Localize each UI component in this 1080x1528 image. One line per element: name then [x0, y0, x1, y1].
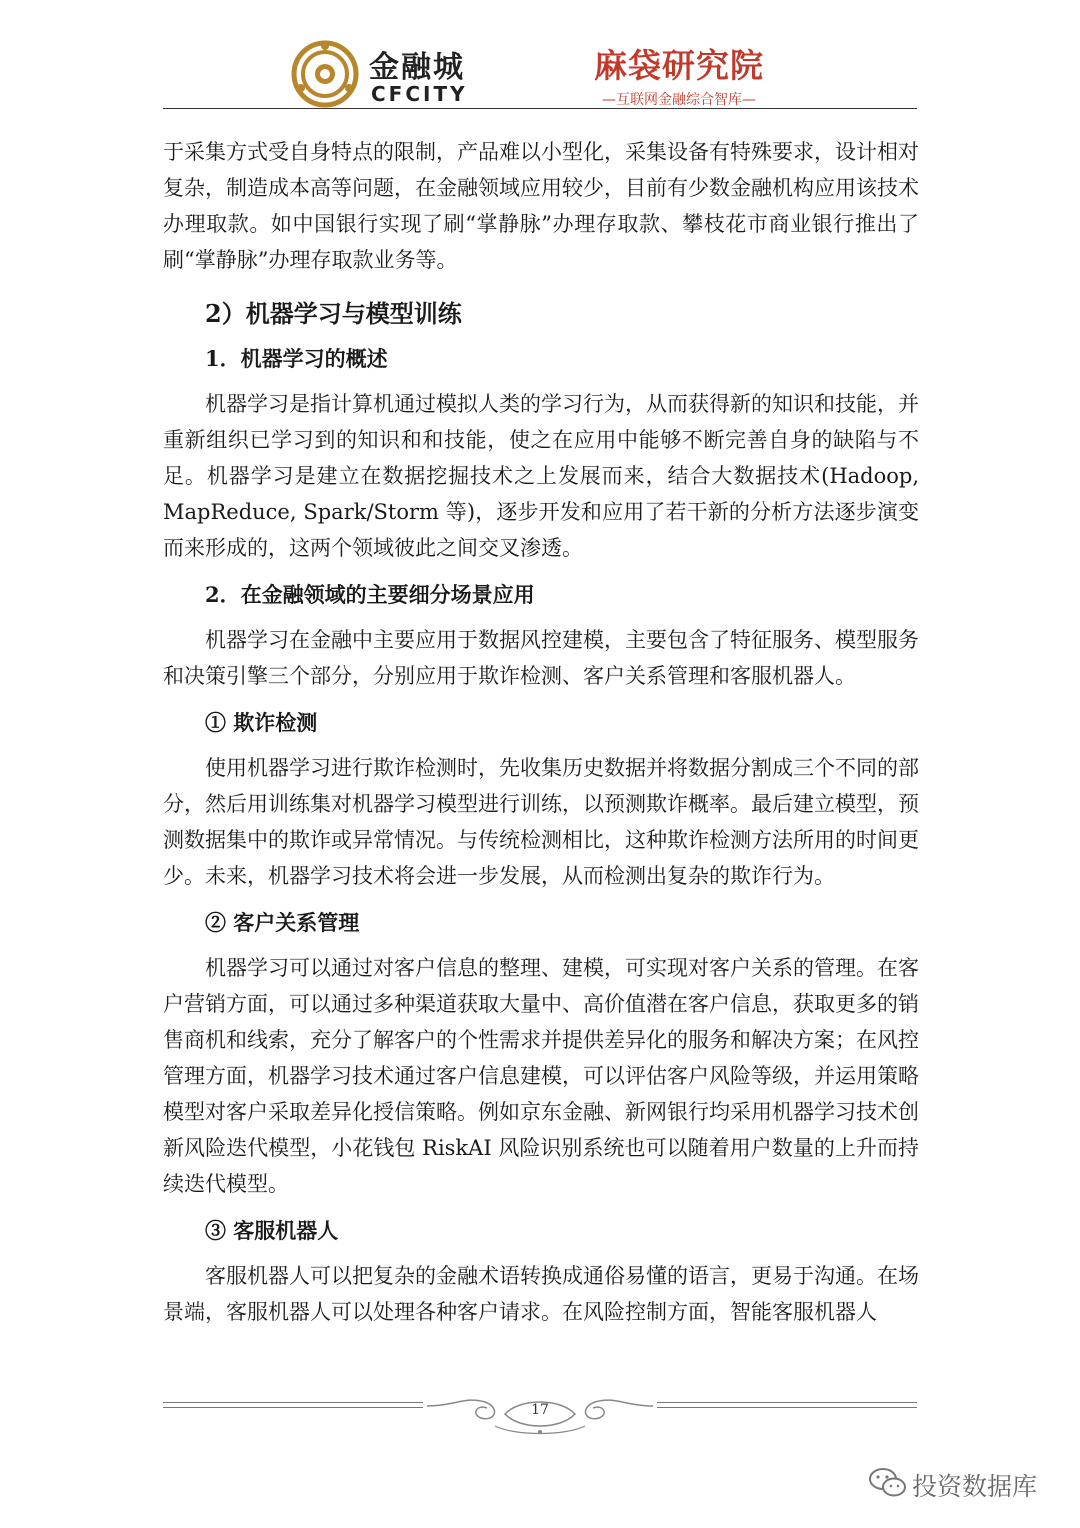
paragraph: 机器学习可以通过对客户信息的整理、建模，可实现对客户关系的管理。在客户营销方面，可以通过多种渠道获取大量中、高价值潜在客户信息，获取更多的销售商机和线索，充分了解客户的个性需求并提供差异化的服务和解决方案；在风控管理方面，机器学习技术通过客户信息建模，可以评估客户风险等级，并运用策略模型对客户采取差异化授信策略。例如京东金融、新网银行均采用机器学习技术创新风险迭代模型，小花钱包 RiskAI 风险识别系统也可以随着用户数量的上升而持续迭代模型。 — [163, 956, 919, 1196]
subsection-heading: 1．机器学习的概述 — [205, 346, 388, 371]
watermark-text: 投资数据库 — [912, 1472, 1038, 1501]
cfcity-seal-icon — [291, 40, 359, 108]
page-footer — [163, 1392, 917, 1442]
wechat-icon — [868, 1465, 908, 1501]
page-header — [163, 36, 917, 112]
logo-cn-text: 金融城 — [369, 50, 465, 85]
madai-institute-logo — [579, 40, 779, 110]
cfcity-logo — [291, 40, 491, 110]
subsection-heading: 2．在金融领域的主要细分场景应用 — [205, 582, 535, 607]
institute-name: 麻袋研究院 — [594, 46, 764, 85]
item-heading: ③ 客服机器人 — [205, 1218, 339, 1243]
paragraph: 于采集方式受自身特点的限制，产品难以小型化，采集设备有特殊要求，设计相对复杂，制造成本高等问题，在金融领域应用较少，目前有少数金融机构应用该技术办理取款。如中国银行实现了刷“掌静脉”办理存取款、攀枝花市商业银行推出了刷“掌静脉”办理存取款业务等。 — [163, 140, 919, 272]
logo-en-text: CFCITY — [371, 82, 468, 106]
paragraph: 使用机器学习进行欺诈检测时，先收集历史数据并将数据分割成三个不同的部分，然后用训练集对机器学习模型进行训练，以预测欺诈概率。最后建立模型，预测数据集中的欺诈或异常情况。与传统检测相比，这种欺诈检测方法所用的时间更少。未来，机器学习技术将会进一步发展，从而检测出复杂的欺诈行为。 — [163, 756, 919, 888]
item-heading: ② 客户关系管理 — [205, 910, 360, 935]
paragraph: 客服机器人可以把复杂的金融术语转换成通俗易懂的语言，更易于沟通。在场景端，客服机器人可以处理各种客户请求。在风险控制方面，智能客服机器人 — [163, 1264, 919, 1324]
paragraph: 机器学习是指计算机通过模拟人类的学习行为，从而获得新的知识和技能，并重新组织已学习到的知识和和技能，使之在应用中能够不断完善自身的缺陷与不足。机器学习是建立在数据挖掘技术之上发展而来，结合大数据技术(Hadoop, MapReduce, Spark/Storm 等)，逐步开发和应用了若干新的分析方法逐步演变而来形成的，这两个领域彼此之间交叉渗透。 — [163, 392, 919, 560]
item-heading: ① 欺诈检测 — [205, 710, 318, 735]
wechat-watermark — [868, 1465, 1058, 1501]
page-body — [163, 134, 919, 1330]
institute-tagline: —互联网金融综合智库— — [602, 92, 756, 108]
header-divider — [163, 108, 917, 109]
paragraph: 机器学习在金融中主要应用于数据风控建模，主要包含了特征服务、模型服务和决策引擎三个部分，分别应用于欺诈检测、客户关系管理和客服机器人。 — [163, 628, 919, 688]
section-heading: 2）机器学习与模型训练 — [205, 299, 462, 328]
page-number: 17 — [531, 1402, 549, 1418]
